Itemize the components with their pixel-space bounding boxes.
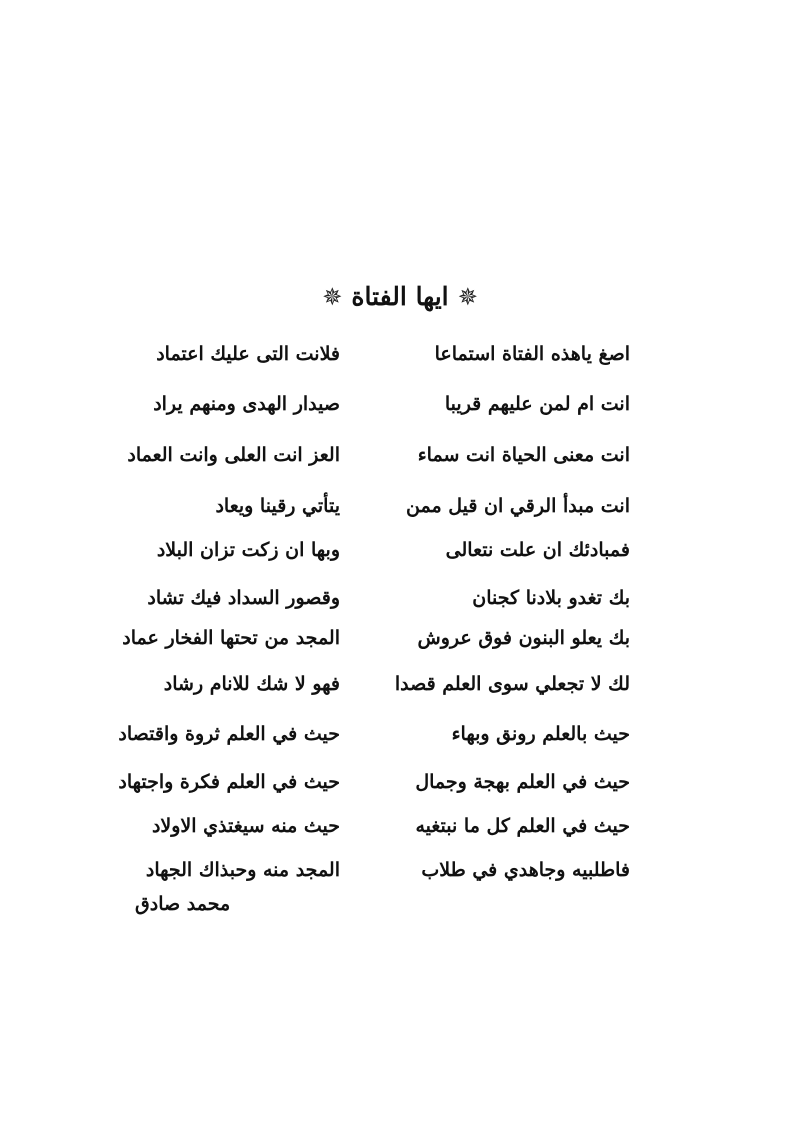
verse-second-hemistich: وبها ان زكت تزان البلاد — [156, 539, 340, 561]
verse-first-hemistich: انت معنى الحياة انت سماء — [417, 444, 630, 466]
verse-second-hemistich: المجد من تحتها الفخار عماد — [122, 627, 340, 649]
verse-second-hemistich: حيث منه سيغتذي الاولاد — [151, 815, 340, 837]
verse — [118, 714, 630, 754]
verse-second-hemistich: حيث في العلم فكرة واجتهاد — [118, 771, 340, 793]
verse-second-hemistich: فلانت التى عليك اعتماد — [156, 343, 340, 365]
verse-first-hemistich: بك يعلو البنون فوق عروش — [417, 627, 630, 649]
verse-second-hemistich: يتأتي رقينا ويعاد — [215, 495, 340, 517]
verse-second-hemistich: العز انت العلى وانت العماد — [127, 444, 340, 466]
verse-second-hemistich: حيث في العلم ثروة واقتصاد — [118, 723, 340, 745]
poem-title-block — [0, 282, 800, 311]
verse — [118, 762, 630, 802]
verse-first-hemistich: انت ام لمن عليهم قريبا — [444, 393, 630, 415]
verse — [130, 578, 630, 618]
verse — [130, 806, 630, 846]
verse-first-hemistich: فاطلبيه وجاهدي في طلاب — [421, 859, 630, 881]
verse-second-hemistich: فهو لا شك للانام رشاد — [163, 673, 340, 695]
verse — [130, 334, 630, 374]
verse-first-hemistich: حيث في العلم كل ما نبتغيه — [415, 815, 630, 837]
verse-first-hemistich: انت مبدأ الرقي ان قيل ممن — [406, 495, 630, 517]
verse-first-hemistich: لك لا تجعلي سوى العلم قصدا — [394, 673, 630, 695]
verse — [122, 618, 630, 658]
verse-first-hemistich: اصغ ياهذه الفتاة استماعا — [434, 343, 630, 365]
verse — [130, 530, 630, 570]
verse — [130, 384, 630, 424]
verse-second-hemistich: وقصور السداد فيك تشاد — [147, 587, 340, 609]
star-ornament-icon: ✵ — [457, 283, 478, 311]
verse-first-hemistich: فمبادئك ان علت نتعالى — [445, 539, 630, 561]
star-ornament-icon: ✵ — [322, 283, 343, 311]
verse — [127, 435, 630, 475]
verse-first-hemistich: حيث في العلم بهجة وجمال — [415, 771, 630, 793]
verse — [130, 664, 630, 704]
verse-second-hemistich: صيدار الهدى ومنهم يراد — [153, 393, 340, 415]
poem-author: محمد صادق — [135, 893, 231, 915]
verse — [130, 850, 630, 890]
verse — [130, 486, 630, 526]
verse-second-hemistich: المجد منه وحبذاك الجهاد — [145, 859, 340, 881]
verse-first-hemistich: بك تغدو بلادنا كجنان — [472, 587, 630, 609]
verse-first-hemistich: حيث بالعلم رونق وبهاء — [451, 723, 630, 745]
poem-title: ايها الفتاة — [351, 282, 449, 311]
